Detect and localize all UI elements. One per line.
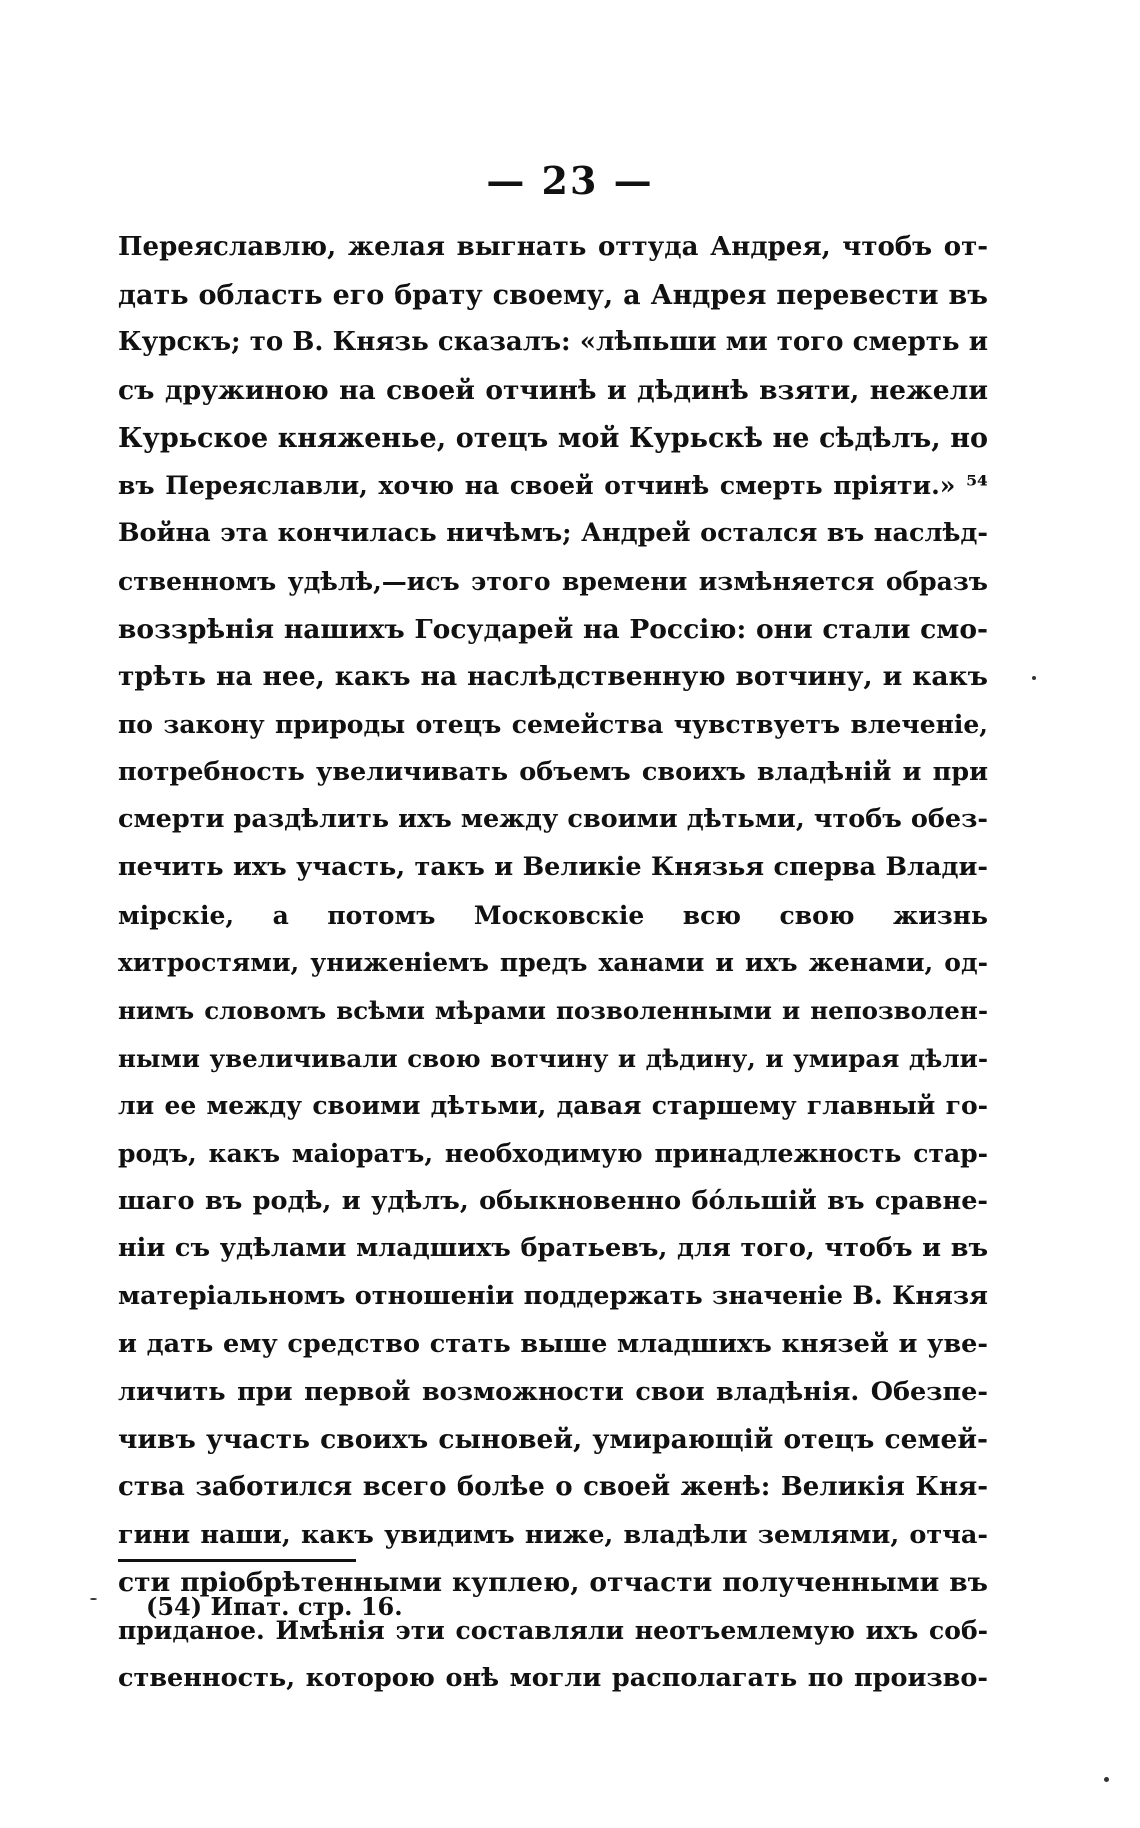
text-line: воззрѣнія нашихъ Государей на Россію: они стали смо- (118, 613, 988, 645)
text-line: Переяславлю, желая выгнать оттуда Андрея, чтобъ от- (118, 232, 988, 262)
text-line: хитростями, униженіемъ предъ ханами и ихъ женами, од- (118, 948, 988, 978)
text-line: дать область его брату своему, а Андрея перевести въ (118, 279, 988, 311)
text-line: по закону природы отецъ семейства чувствуетъ влеченіе, (118, 709, 988, 739)
text-line: личить при первой возможности свои владѣнія. Обезпе- (118, 1376, 988, 1407)
text-line: съ дружиною на своей отчинѣ и дѣдинѣ взяти, нежели (118, 375, 988, 407)
footnote-divider (118, 1559, 356, 1562)
text-line: смерти раздѣлить ихъ между своими дѣтьми, чтобъ обез- (118, 804, 988, 835)
scan-speck (1104, 1777, 1109, 1782)
text-line: ства заботился всего болѣе о своей женѣ: Великія Кня- (118, 1471, 988, 1502)
text-line: Курскъ; то В. Князь сказалъ: «лѣпьши ми того смерть и (118, 327, 988, 358)
text-line: гини наши, какъ увидимъ ниже, владѣли землями, отча- (118, 1519, 988, 1550)
text-line: ніи съ удѣлами младшихъ братьевъ, для того, чтобъ и въ (118, 1233, 988, 1264)
text-line: трѣть на нее, какъ на наслѣдственную вотчину, и какъ (118, 661, 988, 693)
text-line: ными увеличивали свою вотчину и дѣдину, и умирая дѣли- (118, 1043, 988, 1073)
text-line: мірскіе, а потомъ Московскіе всю свою жизнь (118, 900, 988, 930)
text-line: родъ, какъ маіоратъ, необходимую принадлежность стар- (118, 1139, 988, 1169)
scan-speck (90, 1598, 97, 1600)
body-text (118, 224, 988, 1702)
text-line: печить ихъ участь, такъ и Великіе Князья сперва Влади- (118, 851, 988, 882)
text-line: ли ее между своими дѣтьми, давая старшему главный го- (118, 1091, 988, 1121)
text-line: въ Переяславли, хочю на своей отчинѣ смерть пріяти.» ⁵⁴ (118, 471, 988, 501)
text-line: матеріальномъ отношеніи поддержать значеніе В. Князя (118, 1281, 988, 1312)
text-line: и дать ему средство стать выше младшихъ князей и уве- (118, 1328, 988, 1359)
text-line: нимъ словомъ всѣми мѣрами позволенными и непозволен- (118, 996, 988, 1025)
text-line: приданое. Имѣнія эти составляли неотъемлемую ихъ соб- (118, 1615, 988, 1645)
text-line: сти пріобрѣтенными куплею, отчасти полученными въ (118, 1567, 988, 1599)
text-line: чивъ участь своихъ сыновей, умирающій отецъ семей- (118, 1424, 988, 1456)
text-line: Война эта кончилась ничѣмъ; Андрей остался въ наслѣд- (118, 518, 988, 549)
text-line: потребность увеличивать объемъ своихъ владѣній и при (118, 756, 988, 787)
footnote: (54) Ипат. стр. 16. (146, 1592, 403, 1621)
page-number: — 23 — (486, 158, 654, 203)
text-line: Курьское княженье, отецъ мой Курьскѣ не сѣдѣлъ, но (118, 422, 988, 454)
text-line: ственность, которою онѣ могли располагать по произво- (118, 1662, 988, 1693)
scan-speck (1032, 676, 1036, 680)
text-line: ственномъ удѣлѣ,—исъ этого времени измѣняется образъ (118, 566, 988, 596)
text-line: шаго въ родѣ, и удѣлъ, обыкновенно бо́льшій въ сравне- (118, 1185, 988, 1216)
